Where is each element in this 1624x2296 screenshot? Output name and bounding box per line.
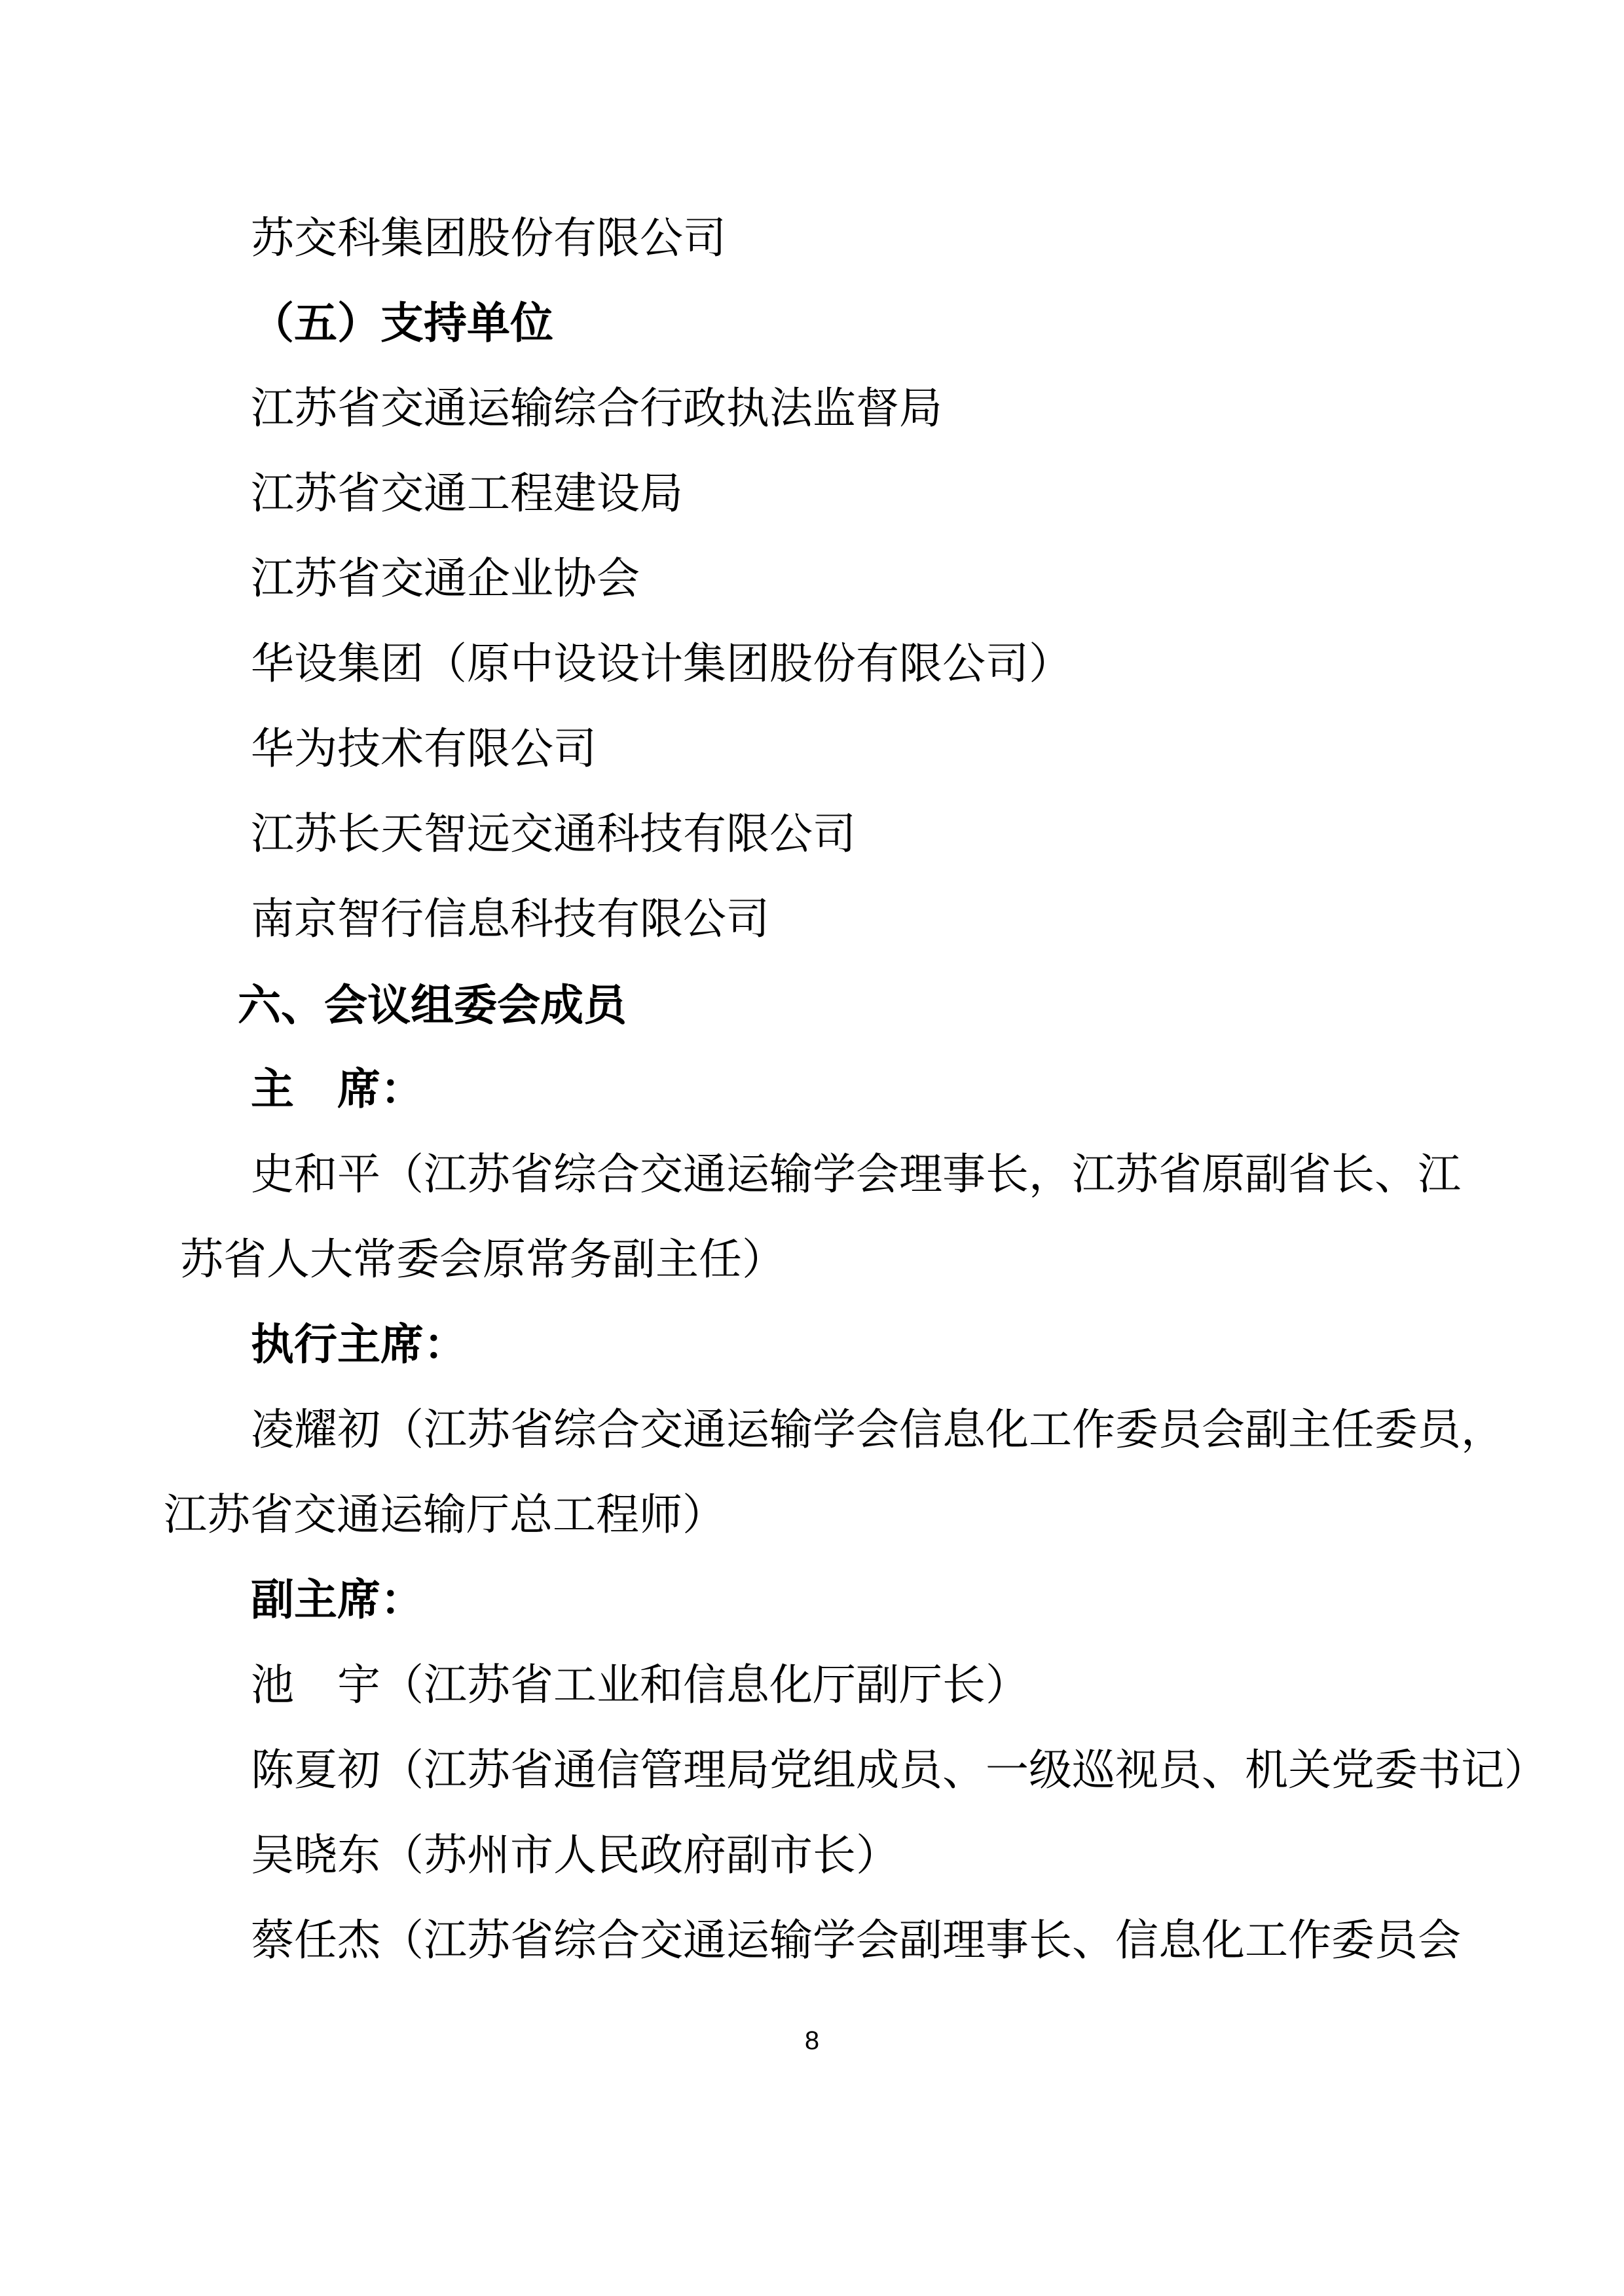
text-line: 江苏长天智远交通科技有限公司 — [251, 811, 856, 858]
text-line: 江苏省交通运输厅总工程师） — [164, 1491, 726, 1539]
text-line: 华为技术有限公司 — [251, 725, 597, 773]
page-number: 8 — [804, 2026, 820, 2055]
section-heading-support-units: （五）支持单位 — [251, 300, 553, 348]
text-line: 陈夏初（江苏省通信管理局党组成员、一级巡视员、机关党委书记） — [251, 1747, 1547, 1795]
text-line: 江苏省交通工程建设局 — [251, 470, 683, 518]
text-line: 池 宇（江苏省工业和信息化厅副厅长） — [251, 1662, 1029, 1709]
text-line: 凌耀初（江苏省综合交通运输学会信息化工作委员会副主任委员， — [251, 1406, 1504, 1454]
text-line: 苏省人大常委会原常务副主任） — [180, 1236, 785, 1284]
text-line: 南京智行信息科技有限公司 — [251, 896, 769, 943]
text-line: 江苏省交通企业协会 — [251, 555, 640, 603]
text-line: 蔡任杰（江苏省综合交通运输学会副理事长、信息化工作委员会 — [251, 1917, 1461, 1965]
role-heading-executive-chairman: 执行主席： — [251, 1321, 467, 1369]
text-line: 江苏省交通运输综合行政执法监督局 — [251, 385, 942, 433]
document-body — [164, 196, 1547, 1984]
role-heading-chairman: 主 席： — [251, 1066, 424, 1114]
text-line: 吴晓东（苏州市人民政府副市长） — [251, 1832, 899, 1880]
text-line: 苏交科集团股份有限公司 — [251, 215, 726, 263]
text-line: 史和平（江苏省综合交通运输学会理事长，江苏省原副省长、江 — [251, 1151, 1461, 1199]
section-heading-committee-members: 六、会议组委会成员 — [238, 981, 627, 1029]
role-heading-vice-chairman: 副主席： — [251, 1576, 424, 1624]
text-line: 华设集团（原中设设计集团股份有限公司） — [251, 640, 1072, 688]
